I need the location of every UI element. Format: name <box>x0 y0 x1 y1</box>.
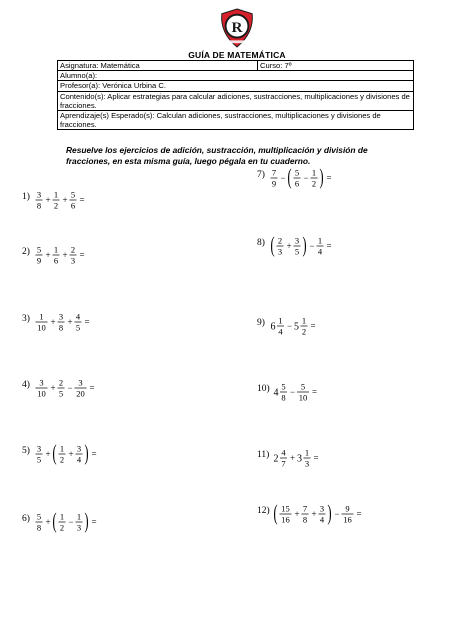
denominator: 6 <box>294 178 300 189</box>
numerator: 2 <box>58 377 64 388</box>
denominator: 4 <box>317 246 323 257</box>
subject-cell: Asignatura: Matemática <box>58 61 258 71</box>
numerator: 1 <box>311 167 317 178</box>
operator: = <box>91 449 97 459</box>
operator: + <box>45 449 51 459</box>
denominator: 6 <box>70 200 76 211</box>
exercise-number: 10) <box>257 384 270 394</box>
expression <box>35 187 225 213</box>
numerator: 9 <box>345 503 350 514</box>
operator: − <box>68 517 74 527</box>
denominator: 3 <box>304 458 310 469</box>
numerator: 5 <box>281 381 286 392</box>
page-title: GUÍA DE MATEMÁTICA <box>188 50 286 60</box>
expression <box>270 233 460 259</box>
expression <box>35 242 225 268</box>
numerator: 3 <box>76 443 82 454</box>
operator: = <box>91 517 97 527</box>
operator: = <box>326 173 332 183</box>
denominator: 5 <box>36 454 42 465</box>
exercise-number: 6) <box>22 514 30 524</box>
instructions: Resuelve los ejercicios de adición, sustracción, multiplicación y división de fracciones, en esta misma guía, luego pégala en tu cuaderno. <box>66 145 368 166</box>
denominator: 16 <box>343 514 352 525</box>
parenthesis: ) <box>84 440 89 465</box>
expression <box>270 313 460 339</box>
numerator: 5 <box>36 511 42 522</box>
numerator: 5 <box>70 189 76 200</box>
course-cell: Curso: 7º <box>258 61 414 71</box>
numerator: 7 <box>302 503 308 514</box>
whole-number: 3 <box>297 453 302 465</box>
operator: + <box>294 509 300 519</box>
expression <box>35 509 225 535</box>
svg-text:R: R <box>231 18 243 36</box>
operator: = <box>313 453 319 463</box>
student-cell: Alumno(a): <box>58 71 414 81</box>
operator: + <box>62 250 68 260</box>
operator: − <box>309 241 315 251</box>
expression <box>35 441 225 467</box>
denominator: 2 <box>53 200 59 211</box>
expression <box>35 309 225 335</box>
numerator: 3 <box>78 377 83 388</box>
whole-number: 2 <box>273 453 279 465</box>
exercise-number: 5) <box>22 446 30 456</box>
operator: + <box>311 509 317 519</box>
numerator: 5 <box>294 167 300 178</box>
numerator: 2 <box>277 235 283 246</box>
whole-number: 4 <box>273 387 279 399</box>
operator: − <box>286 321 293 331</box>
operator: + <box>50 317 56 327</box>
denominator: 2 <box>59 454 65 465</box>
numerator: 1 <box>304 447 310 458</box>
denominator: 9 <box>36 255 42 266</box>
operator: − <box>303 173 309 183</box>
numerator: 3 <box>36 189 42 200</box>
operator: − <box>289 387 296 397</box>
denominator: 4 <box>319 514 325 525</box>
exercise-number: 4) <box>22 380 30 390</box>
operator: + <box>62 195 68 205</box>
operator: + <box>45 250 51 260</box>
content-cell: Contenido(s): Aplicar estrategias para calcular adiciones, sustracciones, multiplicaciones y divisiones de fracciones. <box>58 91 414 110</box>
numerator: 3 <box>319 503 325 514</box>
numerator: 1 <box>59 511 65 522</box>
numerator: 2 <box>70 244 76 255</box>
whole-number: 6 <box>270 321 276 333</box>
denominator: 5 <box>75 322 81 333</box>
denominator: 5 <box>58 388 64 399</box>
numerator: 1 <box>59 443 65 454</box>
denominator: 20 <box>76 388 85 399</box>
denominator: 10 <box>37 388 46 399</box>
whole-number: 5 <box>294 321 299 333</box>
denominator: 8 <box>36 200 42 211</box>
numerator: 3 <box>294 235 300 246</box>
numerator: 15 <box>281 503 290 514</box>
denominator: 2 <box>59 522 65 533</box>
expression <box>273 379 463 405</box>
numerator: 7 <box>271 167 277 178</box>
operator: = <box>89 383 95 393</box>
operator: = <box>79 250 85 260</box>
operator: + <box>67 317 73 327</box>
expression <box>273 501 463 527</box>
denominator: 8 <box>302 514 308 525</box>
numerator: 1 <box>39 311 44 322</box>
operator: − <box>67 383 73 393</box>
parenthesis: ( <box>270 232 275 257</box>
operator: + <box>286 241 292 251</box>
numerator: 1 <box>317 235 323 246</box>
outcome-cell: Aprendizaje(s) Esperado(s): Calculan adiciones, sustracciones, multiplicaciones y divisiones de fracciones. <box>58 111 414 130</box>
denominator: 3 <box>70 255 76 266</box>
teacher-cell: Profesor(a): Verónica Urbina C. <box>58 81 414 91</box>
operator: = <box>356 509 362 519</box>
exercise-number: 9) <box>257 318 265 328</box>
operator: − <box>280 173 286 183</box>
numerator: 3 <box>39 377 44 388</box>
denominator: 9 <box>271 178 277 189</box>
expression <box>35 375 225 401</box>
operator: + <box>68 449 74 459</box>
denominator: 5 <box>294 246 300 257</box>
exercise-number: 12) <box>257 506 270 516</box>
numerator: 5 <box>36 244 42 255</box>
operator: = <box>326 241 332 251</box>
numerator: 4 <box>75 311 81 322</box>
operator: + <box>50 383 56 393</box>
operator: + <box>45 195 51 205</box>
denominator: 10 <box>37 322 46 333</box>
numerator: 3 <box>58 311 64 322</box>
numerator: 1 <box>278 315 283 326</box>
exercise-number: 8) <box>257 238 265 248</box>
exercise-number: 3) <box>22 314 30 324</box>
numerator: 3 <box>36 443 42 454</box>
numerator: 5 <box>300 381 306 392</box>
parenthesis: ) <box>302 232 307 257</box>
parenthesis: ( <box>52 440 57 465</box>
denominator: 8 <box>36 522 42 533</box>
denominator: 2 <box>301 326 307 337</box>
expression <box>270 165 460 191</box>
parenthesis: ( <box>52 508 57 533</box>
operator: + <box>289 453 296 463</box>
parenthesis: ( <box>287 164 292 189</box>
denominator: 10 <box>298 392 308 403</box>
parenthesis: ( <box>273 500 278 525</box>
numerator: 1 <box>53 189 59 200</box>
operator: + <box>45 517 51 527</box>
denominator: 3 <box>277 246 283 257</box>
parenthesis: ) <box>327 500 332 525</box>
parenthesis: ) <box>319 164 324 189</box>
exercise-number: 1) <box>22 192 30 202</box>
exercise-number: 7) <box>257 170 265 180</box>
denominator: 7 <box>281 458 286 469</box>
denominator: 3 <box>76 522 82 533</box>
denominator: 4 <box>278 326 283 337</box>
school-crest-icon <box>218 8 256 48</box>
denominator: 6 <box>53 255 59 266</box>
parenthesis: ) <box>84 508 89 533</box>
denominator: 2 <box>311 178 317 189</box>
operator: = <box>84 317 90 327</box>
operator: = <box>79 195 85 205</box>
info-table <box>57 60 414 130</box>
operator: − <box>334 509 340 519</box>
denominator: 8 <box>58 322 64 333</box>
exercise-number: 11) <box>257 450 270 460</box>
numerator: 4 <box>281 447 286 458</box>
operator: = <box>310 321 316 331</box>
denominator: 4 <box>76 454 82 465</box>
numerator: 1 <box>301 315 307 326</box>
numerator: 1 <box>53 244 59 255</box>
exercise-number: 2) <box>22 247 30 257</box>
operator: = <box>311 387 318 397</box>
denominator: 16 <box>281 514 290 525</box>
denominator: 8 <box>281 392 286 403</box>
expression <box>273 445 463 471</box>
numerator: 1 <box>76 511 82 522</box>
